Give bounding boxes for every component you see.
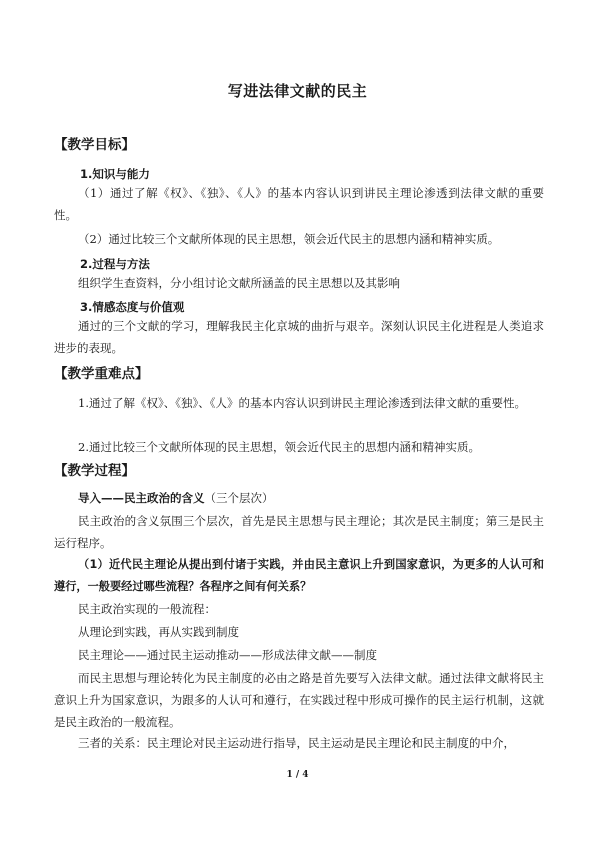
text-line-process-chain: 民主理论——通过民主运动推动——形成法律文献——制度 bbox=[78, 648, 377, 662]
subheading-knowledge: 1.知识与能力 bbox=[80, 167, 150, 181]
subheading-emotion-values: 3.情感态度与价值观 bbox=[80, 300, 185, 314]
section-heading-teaching-process: 【教学过程】 bbox=[54, 463, 135, 479]
intro-note: （三个层次） bbox=[204, 491, 274, 505]
section-heading-key-points: 【教学重难点】 bbox=[54, 366, 149, 382]
section-heading-objectives: 【教学目标】 bbox=[54, 137, 135, 153]
page-title: 写进法律文献的民主 bbox=[227, 82, 368, 100]
question-democracy-process: （1）近代民主理论从提出到付诸于实践，并由民主意识上升到国家意识，为更多的人认可和遵行，一般要经过哪些流程？各程序之间有何关系？ bbox=[54, 558, 544, 593]
paragraph-democracy-meaning: 民主政治的含义氛围三个层次，首先是民主思想与民主理论；其次是民主制度；第三是民主运行程序。 bbox=[54, 514, 544, 550]
paragraph-process-method: 组织学生查资料，分小组讨论文献所涵盖的民主思想以及其影响 bbox=[78, 276, 400, 290]
paragraph-knowledge-1: （1）通过了解《权》、《独》、《人》的基本内容认识到讲民主理论渗透到法律文献的重要性。 bbox=[54, 186, 544, 222]
intro-line bbox=[78, 487, 274, 509]
paragraph-relationship: 三者的关系：民主理论对民主运动进行指导，民主运动是民主理论和民主制度的中介， bbox=[78, 736, 515, 750]
subheading-process-method: 2.过程与方法 bbox=[80, 257, 150, 271]
paragraph-emotion-values: 通过的三个文献的学习，理解我民主化京城的曲折与艰辛。深刻认识民主化进程是人类追求进步的表现。 bbox=[54, 319, 544, 355]
paragraph-legal-documents: 而民主思想与理论转化为民主制度的必由之路是首先要写入法律文献。通过法律文献将民主意识上升为国家意识，为跟多的人认可和遵行，在实践过程中形成可操作的民主运行机制，这就是民主政治的一般流程。 bbox=[54, 671, 544, 729]
intro-title: 导入——民主政治的含义 bbox=[78, 491, 205, 505]
text-line-theory-to-practice: 从理论到实践，再从实践到制度 bbox=[78, 625, 239, 639]
paragraph-key-point-2: 2.通过比较三个文献所体现的民主思想，领会近代民主的思想内涵和精神实质。 bbox=[78, 440, 480, 454]
paragraph-key-point-1: 1.通过了解《权》、《独》、《人》的基本内容认识到讲民主理论渗透到法律文献的重要性。 bbox=[78, 396, 526, 410]
text-line-general-process: 民主政治实现的一般流程： bbox=[78, 602, 216, 616]
page-number: 1 / 4 bbox=[286, 770, 309, 780]
paragraph-knowledge-2: （2）通过比较三个文献所体现的民主思想，领会近代民主的思想内涵和精神实质。 bbox=[78, 232, 500, 246]
